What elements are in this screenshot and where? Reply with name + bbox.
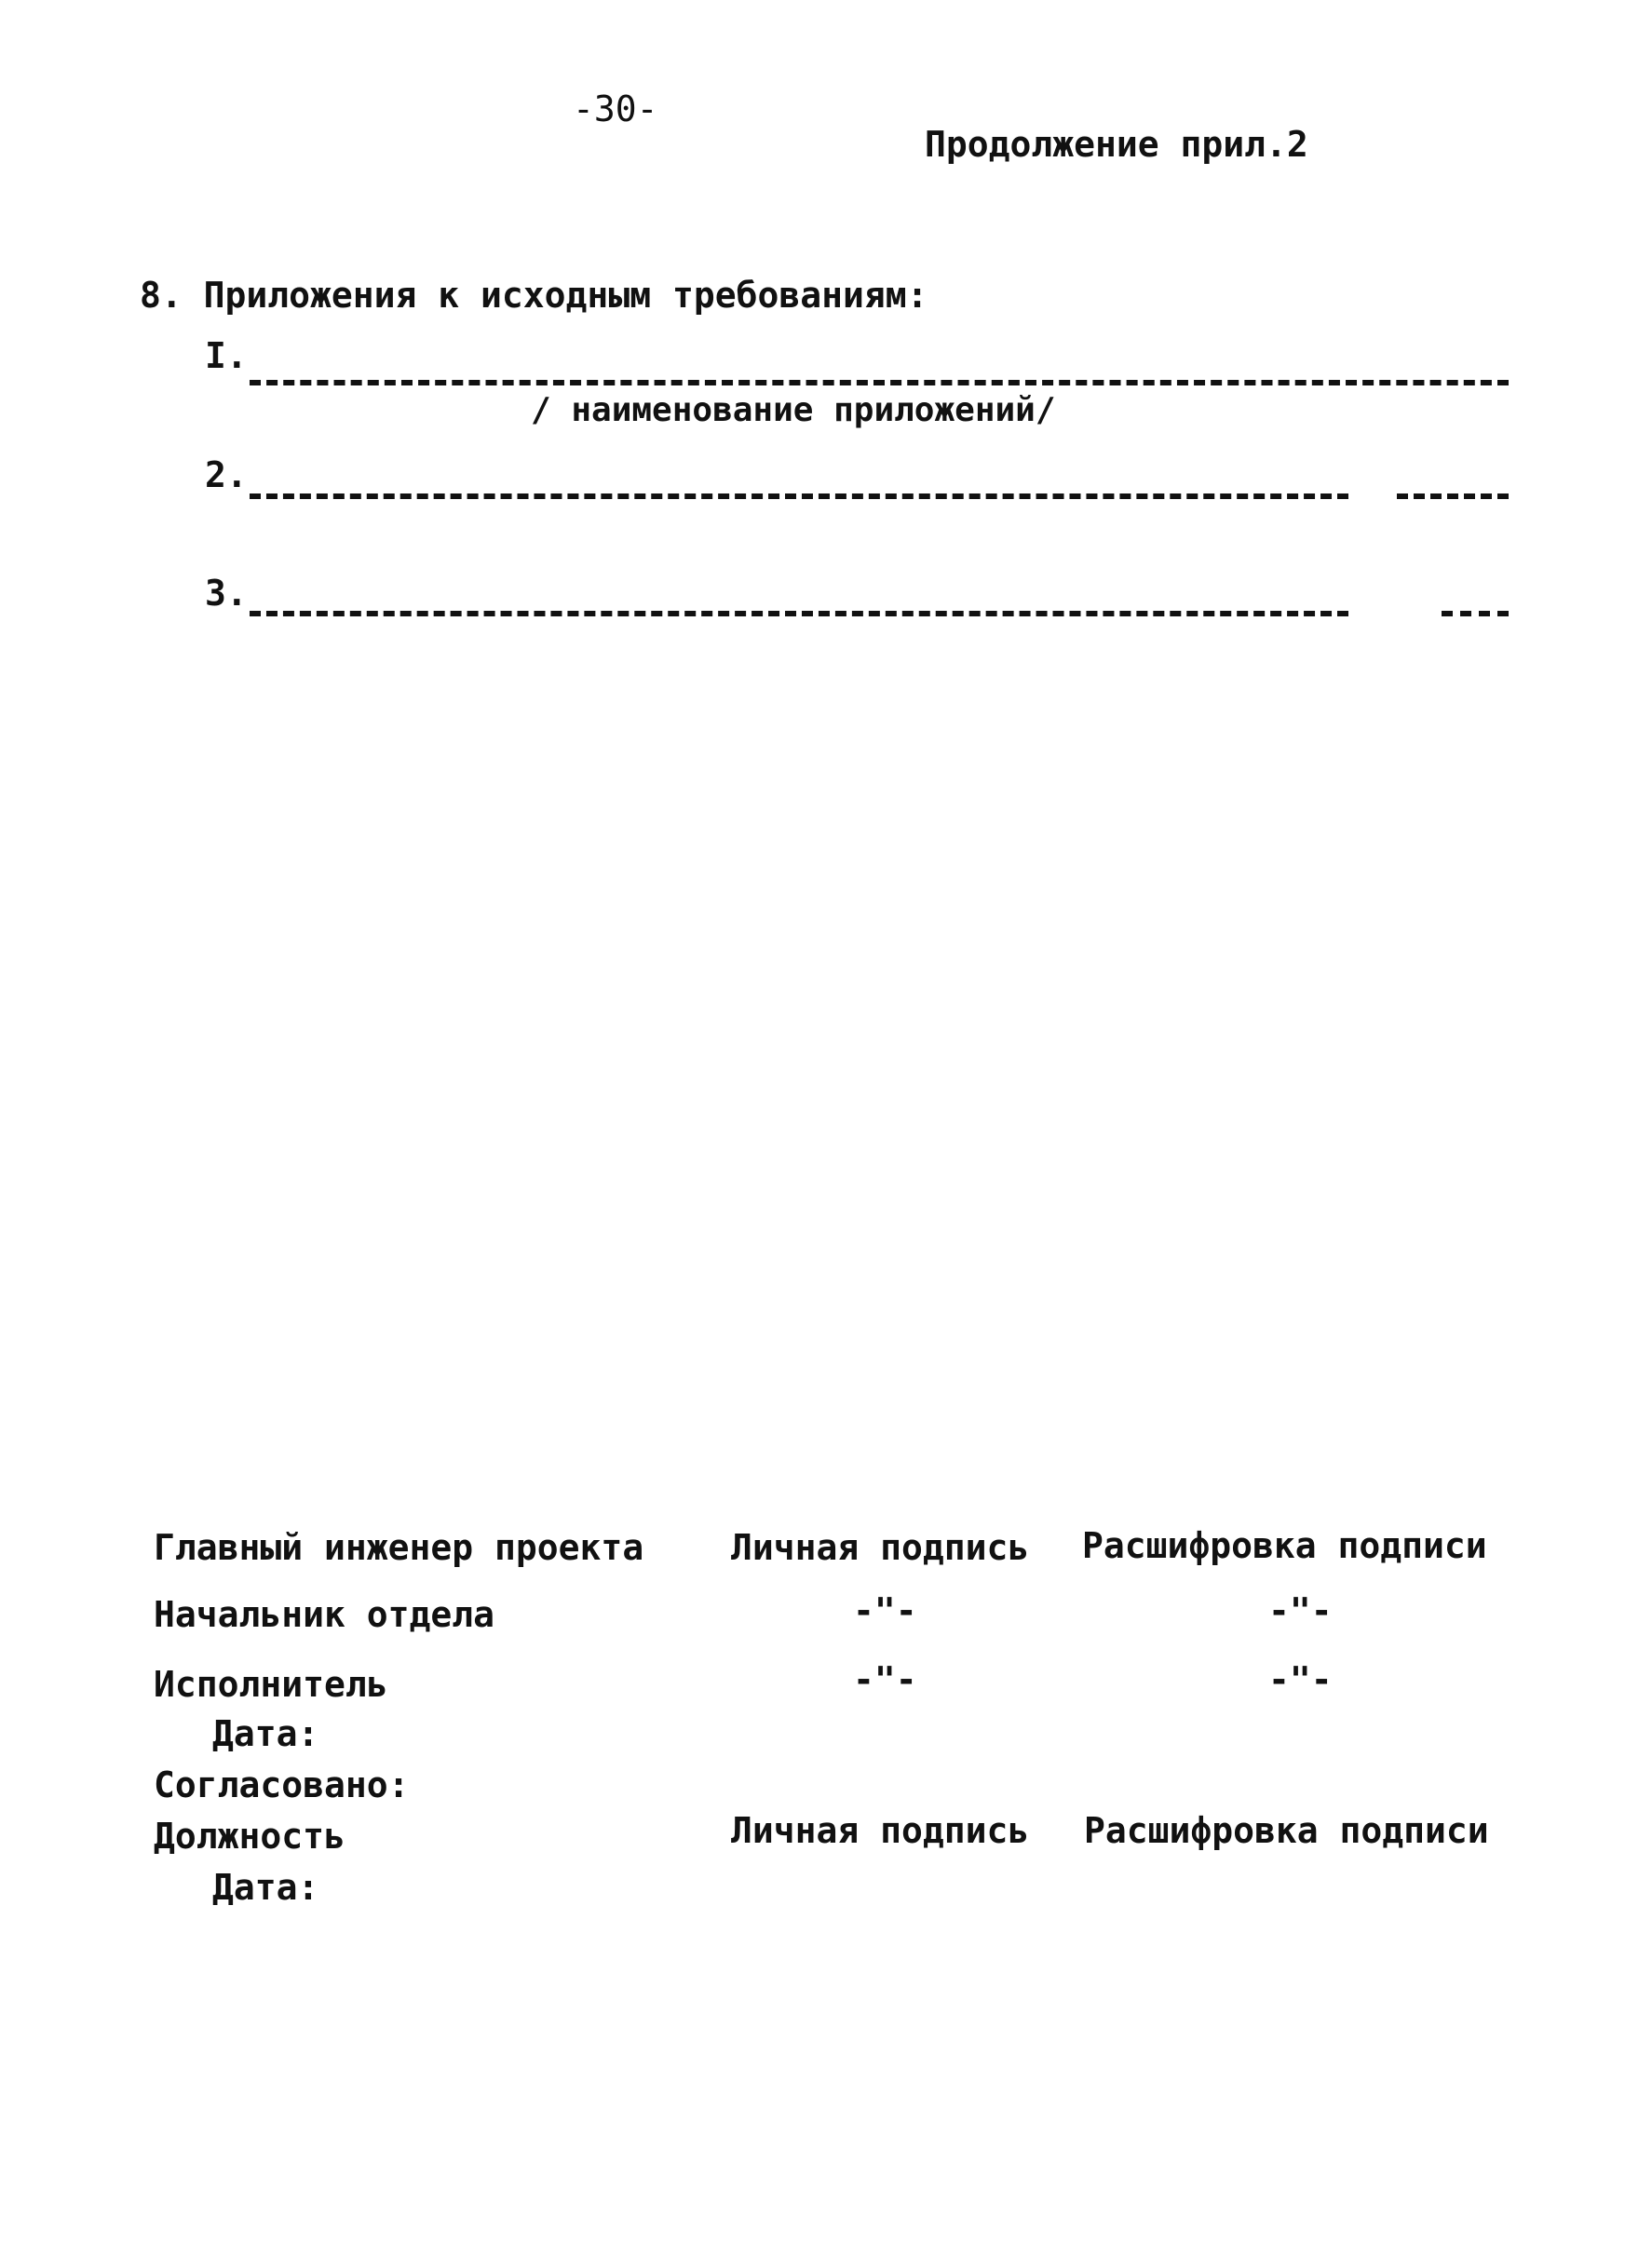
- ditto-signature-1: -"-: [853, 1590, 917, 1631]
- section-title: 8. Приложения к исходным требованиям:: [140, 275, 928, 316]
- role-executor: Исполнитель: [154, 1664, 388, 1705]
- ditto-decoding-2: -"-: [1268, 1659, 1333, 1700]
- ditto-decoding-1: -"-: [1268, 1590, 1333, 1631]
- continuation-label: Продолжение прил.2: [925, 124, 1308, 165]
- item-3-blank-line: [250, 611, 1348, 616]
- role-chief-engineer: Главный инженер проекта: [154, 1527, 644, 1568]
- item-1-blank-line: [250, 380, 1509, 385]
- position-label: Должность: [154, 1816, 345, 1857]
- item-1-label: I.: [205, 335, 248, 376]
- ditto-signature-2: -"-: [853, 1659, 917, 1700]
- role-department-head: Начальник отдела: [154, 1594, 495, 1635]
- item-3-label: 3.: [205, 573, 248, 614]
- position-signature-header: Личная подпись: [731, 1810, 1030, 1851]
- agreed-label: Согласовано:: [154, 1764, 410, 1805]
- item-2-label: 2.: [205, 454, 248, 495]
- position-decoding-header: Расшифровка подписи: [1084, 1810, 1489, 1851]
- date-label: Дата:: [212, 1713, 319, 1754]
- item-1-caption: / наименование приложений/: [531, 391, 1056, 429]
- col-header-signature: Личная подпись: [731, 1527, 1030, 1568]
- item-2-blank-line-end: [1397, 493, 1509, 499]
- col-header-decoding: Расшифровка подписи: [1082, 1525, 1487, 1566]
- page-number: -30-: [573, 88, 658, 129]
- date-label-2: Дата:: [212, 1867, 319, 1908]
- item-2-blank-line: [250, 493, 1348, 499]
- item-3-blank-line-end: [1442, 611, 1509, 616]
